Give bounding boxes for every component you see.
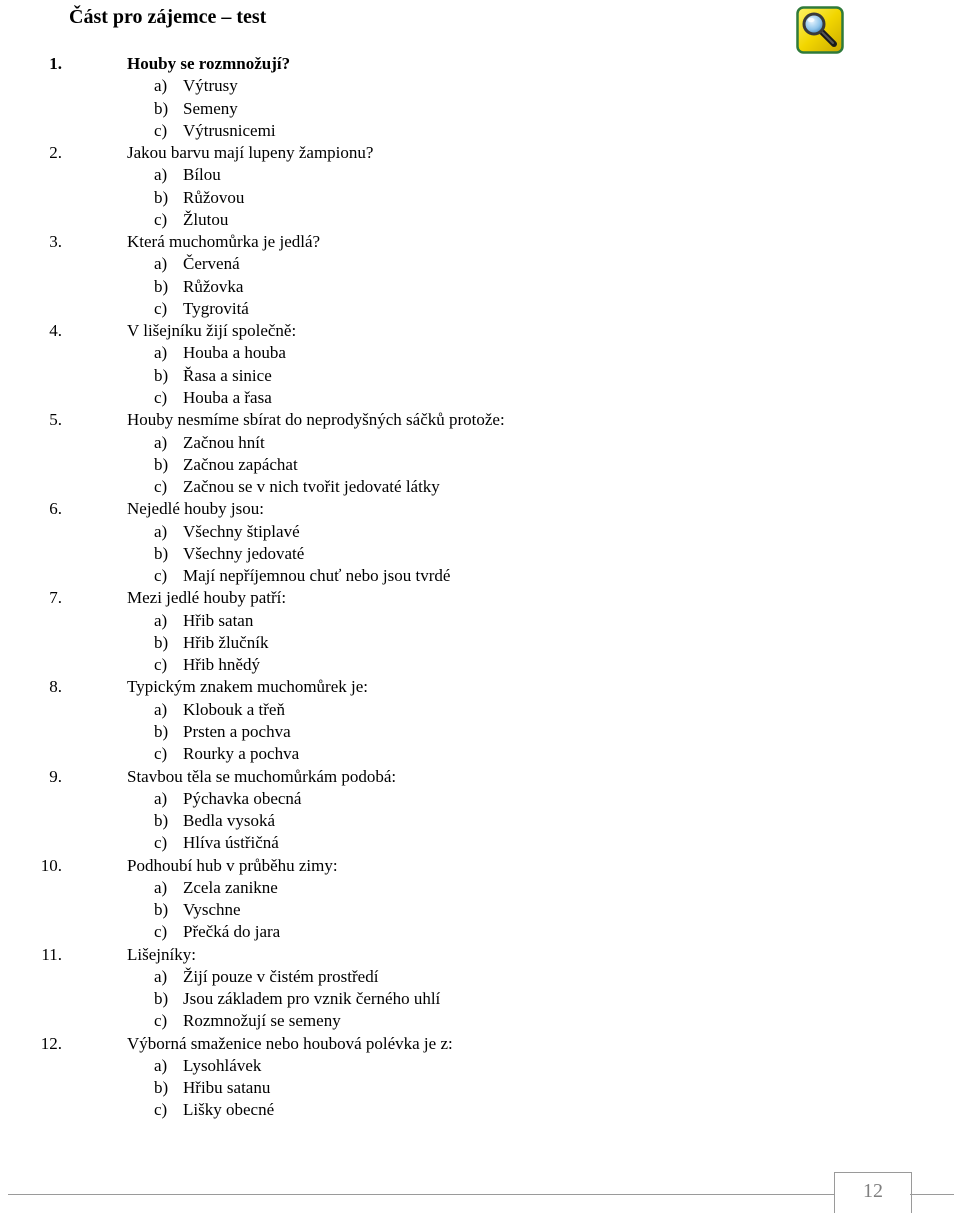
question-number: 7.: [49, 588, 62, 608]
option-letter: b): [154, 276, 169, 296]
question-text: Typickým znakem muchomůrek je:: [127, 677, 368, 697]
footer-rule: [8, 1194, 834, 1195]
option-text: Prsten a pochva: [183, 721, 291, 741]
question-number: 9.: [49, 766, 62, 786]
answer-option: [0, 921, 900, 943]
question-12: [0, 1033, 900, 1055]
option-letter: a): [154, 432, 168, 452]
option-letter: a): [154, 254, 168, 274]
option-text: Houba a houba: [183, 343, 286, 363]
answer-option: [0, 476, 900, 498]
answer-option: [0, 699, 900, 721]
question-3: [0, 231, 900, 253]
page-number: 12: [863, 1180, 883, 1202]
answer-option: [0, 187, 900, 209]
question-1: [0, 53, 900, 75]
question-9: [0, 766, 900, 788]
option-letter: b): [154, 365, 169, 385]
option-text: Všechny štiplavé: [183, 521, 300, 541]
option-text: Žlutou: [183, 209, 229, 229]
option-text: Semeny: [183, 98, 238, 118]
answer-option: [0, 454, 900, 476]
answer-option: [0, 298, 900, 320]
question-number: 11.: [41, 944, 62, 964]
question-number: 6.: [49, 499, 62, 519]
answer-option: [0, 521, 900, 543]
option-text: Řasa a sinice: [183, 365, 272, 385]
option-text: Začnou se v nich tvořit jedovaté látky: [183, 477, 440, 497]
option-text: Žijí pouze v čistém prostředí: [183, 966, 379, 986]
answer-option: [0, 209, 900, 231]
question-10: [0, 855, 900, 877]
option-letter: b): [154, 811, 169, 831]
question-text: Podhoubí hub v průběhu zimy:: [127, 855, 338, 875]
option-text: Červená: [183, 254, 240, 274]
page-title: Část pro zájemce – test: [69, 6, 267, 28]
answer-option: [0, 543, 900, 565]
question-number: 1.: [49, 54, 62, 73]
answer-option: [0, 365, 900, 387]
option-text: Výtrusnicemi: [183, 120, 276, 140]
option-letter: c): [154, 1100, 168, 1120]
answer-option: [0, 75, 900, 97]
option-letter: b): [154, 989, 169, 1009]
option-letter: c): [154, 922, 168, 942]
question-text: Mezi jedlé houby patří:: [127, 588, 287, 608]
option-text: Růžovou: [183, 187, 245, 207]
option-letter: a): [154, 610, 168, 630]
answer-option: [0, 1010, 900, 1032]
answer-option: [0, 610, 900, 632]
answer-option: [0, 387, 900, 409]
option-letter: b): [154, 98, 169, 118]
option-letter: a): [154, 966, 168, 986]
answer-option: [0, 120, 900, 142]
option-text: Výtrusy: [183, 76, 238, 96]
option-text: Lišky obecné: [183, 1100, 275, 1120]
question-number: 2.: [49, 143, 62, 163]
question-number: 3.: [49, 232, 62, 252]
question-5: [0, 409, 900, 431]
question-text: Která muchomůrka je jedlá?: [127, 232, 321, 252]
option-text: Bílou: [183, 165, 221, 185]
answer-option: [0, 810, 900, 832]
question-text: Lišejníky:: [127, 944, 196, 964]
option-text: Hřib žlučník: [183, 632, 269, 652]
option-letter: c): [154, 120, 168, 140]
answer-option: [0, 253, 900, 275]
answer-option: [0, 342, 900, 364]
option-text: Rourky a pochva: [183, 744, 300, 764]
question-number: 10.: [40, 855, 62, 875]
option-letter: a): [154, 877, 168, 897]
option-text: Hřib hnědý: [183, 655, 260, 675]
option-letter: a): [154, 788, 168, 808]
question-text: Houby nesmíme sbírat do neprodyšných sáčků protože:: [127, 410, 505, 430]
option-letter: c): [154, 744, 168, 764]
footer-rule-right: [910, 1194, 954, 1195]
option-letter: c): [154, 477, 168, 497]
question-number: 12.: [40, 1033, 62, 1053]
answer-option: [0, 899, 900, 921]
option-text: Růžovka: [183, 276, 244, 296]
question-6: [0, 498, 900, 520]
option-letter: a): [154, 521, 168, 541]
page-number-box: [834, 1172, 912, 1213]
option-text: Lysohlávek: [183, 1055, 262, 1075]
answer-option: [0, 1099, 900, 1121]
option-letter: a): [154, 343, 168, 363]
option-text: Tygrovitá: [183, 298, 249, 318]
question-text: V lišejníku žijí společně:: [127, 321, 297, 341]
option-letter: c): [154, 209, 168, 229]
option-text: Mají nepříjemnou chuť nebo jsou tvrdé: [183, 566, 451, 586]
option-text: Houba a řasa: [183, 387, 272, 407]
option-text: Bedla vysoká: [183, 811, 276, 831]
question-text: Stavbou těla se muchomůrkám podobá:: [127, 766, 397, 786]
option-letter: b): [154, 187, 169, 207]
option-text: Vyschne: [183, 900, 241, 920]
question-text: Nejedlé houby jsou:: [127, 499, 264, 519]
question-text: Houby se rozmnožují?: [127, 54, 291, 73]
option-letter: c): [154, 833, 168, 853]
answer-option: [0, 98, 900, 120]
option-text: Hřibu satanu: [183, 1078, 271, 1098]
option-text: Zcela zanikne: [183, 877, 278, 897]
question-number: 5.: [49, 410, 62, 430]
option-letter: a): [154, 165, 168, 185]
answer-option: [0, 877, 900, 899]
option-letter: b): [154, 632, 169, 652]
option-letter: b): [154, 900, 169, 920]
option-text: Klobouk a třeň: [183, 699, 285, 719]
option-text: Pýchavka obecná: [183, 788, 302, 808]
option-text: Hřib satan: [183, 610, 254, 630]
option-letter: b): [154, 721, 169, 741]
question-number: 8.: [49, 677, 62, 697]
option-text: Hlíva ústřičná: [183, 833, 279, 853]
answer-option: [0, 276, 900, 298]
question-7: [0, 587, 900, 609]
option-text: Začnou hnít: [183, 432, 265, 452]
option-text: Začnou zapáchat: [183, 454, 298, 474]
question-2: [0, 142, 900, 164]
answer-option: [0, 632, 900, 654]
magnifier-icon: [796, 6, 844, 54]
question-text: Jakou barvu mají lupeny žampionu?: [127, 143, 374, 163]
option-letter: c): [154, 1011, 168, 1031]
option-letter: a): [154, 1055, 168, 1075]
question-11: [0, 944, 900, 966]
option-letter: a): [154, 76, 168, 96]
option-letter: a): [154, 699, 168, 719]
option-letter: b): [154, 454, 169, 474]
answer-option: [0, 743, 900, 765]
option-letter: c): [154, 566, 168, 586]
question-4: [0, 320, 900, 342]
question-8: [0, 676, 900, 698]
answer-option: [0, 832, 900, 854]
option-letter: c): [154, 387, 168, 407]
answer-option: [0, 654, 900, 676]
option-text: Všechny jedovaté: [183, 543, 305, 563]
answer-option: [0, 788, 900, 810]
answer-option: [0, 164, 900, 186]
answer-option: [0, 1077, 900, 1099]
answer-option: [0, 565, 900, 587]
answer-option: [0, 1055, 900, 1077]
question-text: Výborná smaženice nebo houbová polévka je z:: [127, 1033, 453, 1053]
quiz-list: [0, 53, 900, 1122]
option-letter: b): [154, 1078, 169, 1098]
answer-option: [0, 721, 900, 743]
answer-option: [0, 966, 900, 988]
option-letter: c): [154, 655, 168, 675]
option-text: Jsou základem pro vznik černého uhlí: [183, 989, 441, 1009]
option-letter: c): [154, 298, 168, 318]
question-number: 4.: [49, 321, 62, 341]
answer-option: [0, 988, 900, 1010]
option-text: Přečká do jara: [183, 922, 281, 942]
answer-option: [0, 432, 900, 454]
option-letter: b): [154, 543, 169, 563]
option-text: Rozmnožují se semeny: [183, 1011, 341, 1031]
